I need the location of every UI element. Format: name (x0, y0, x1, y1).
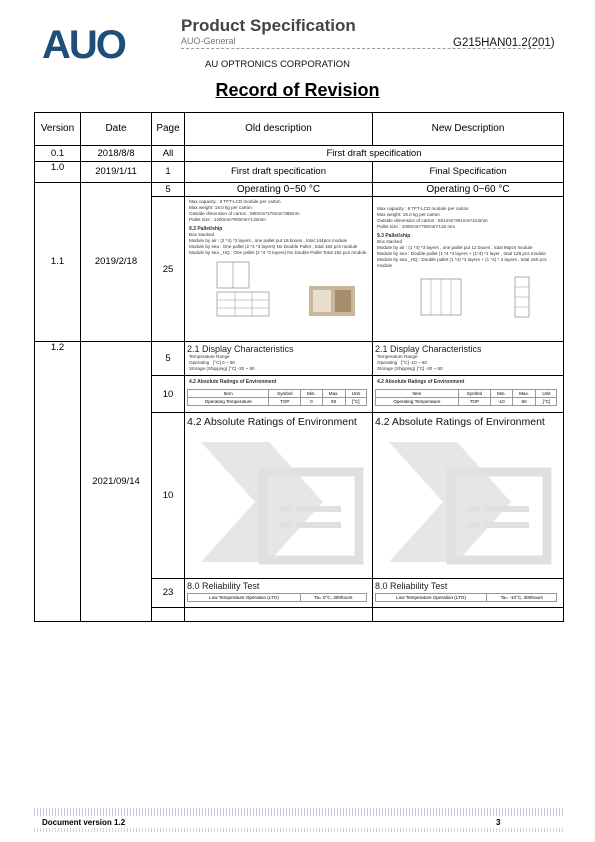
page-number: 3 (496, 818, 501, 827)
col-date: Date (81, 113, 152, 146)
new-packing-text: Max capacity : 8 TFT-LCD module per carton Max weight: 16.0 kg per carton Outside dimension of carton : 601mm*291mm*413mm Pallet size : 1000mm*780mm*132 mm 9.3 Pallet/ship Box stacked Module by air : (1 *4) *3 layers , one pallet put 12 boxes , total 96pcs module Module by sea : Double pallet (1 *4 *3 layers + (1*4) *1 layer , total 128 pcs module Module by sea _HQ : Double pallet (1 *4) *3 layers + (1 *4) * 2 layers , total 160 pcs module (377, 205, 547, 268)
old-display-char-snippet: 2.1 Display Characteristics Temperature Range Operating [°C] 0 ~ 50 Storage (Shipping) [°C] -20 ~ 60 (185, 342, 373, 376)
table-row: 0.1 2018/8/8 All First draft specification (35, 145, 564, 161)
page-title: Record of Revision (215, 80, 380, 100)
old-reliability-snippet: 8.0 Reliability Test Low Temperature Operation (LTO) Ta= 0°C, 300hours (185, 578, 373, 607)
document-version: Document version 1.2 (42, 818, 126, 827)
new-pallet-drawing (373, 271, 563, 328)
table-row: 10 4.2 Absolute Ratings of Environment Item Symbol Min. Max. Unit Operating Temperature TOP 0 50 [°C] 4.2 Absolute Ratings of Environment Item Symbol Min. Max. Unit Operating Temperature TOP -10 60 [°C] (35, 376, 564, 413)
new-abs-ratings-table: Item Symbol Min. Max. Unit Operating Temperature TOP -10 60 [°C] (375, 389, 557, 406)
revision-table (34, 112, 564, 622)
footer-pattern (34, 808, 563, 816)
company-name: AU OPTRONICS CORPORATION (205, 59, 350, 70)
footer-pattern (34, 828, 563, 832)
new-abs-ratings-snippet: 4.2 Absolute Ratings of Environment Item Symbol Min. Max. Unit Operating Temperature TOP -10 60 [°C] (373, 376, 564, 413)
old-packing-text: Max capacity : 8 TFT-LCD module per carton Max weight: 18.0 kg per carton Outside dimension of carton : 580mm*275mm*385mm Pallet size : 1200mm*800mm*132mm 9.3 Pallet/ship Box stacked Module by air : (2 *4) *3 layers , one pallet put 18 boxes , total 144pcs module Module by sea : One pallet (2 *4 *3 layers) No Double Pallet , total 192 pcs module Module by sea _HQ : One pallet (2 *4 *3 layers) No Double Pallet Total 192 pcs module (189, 198, 367, 255)
new-packing-snippet (373, 196, 564, 341)
doc-title: Product Specification (181, 16, 356, 35)
old-abs-env-image: 4.2 Absolute Ratings of Environment (185, 413, 373, 579)
new-reliability-snippet: 8.0 Reliability Test Low Temperature Operation (LTO) Ta= -10°C, 300hours (373, 578, 564, 607)
table-row: 25 Max capacity : 8 TFT-LCD module per carton Max weight: 18.0 kg per carton Outside dimension of carton : 580mm*275mm*385mm Pallet size : 1200mm*800mm*132mm 9.3 Pallet/ship Box stacked Module by air : (2 *4) *3 layers , one pallet put 18 boxes , total 144pcs module Module by sea : One pallet (2 *4 *3 layers) No Double Pallet , total 192 pcs module Module by sea _HQ : One pallet (2 *4 *3 layers) No Double Pallet Total 192 pcs module Max capacity : 8 TFT-LCD module per carton Max weight: 16.0 kg per carton Outside dimension of carton : 601mm*291mm*413mm Pallet size : 1000mm*780mm*132 mm 9.3 Pallet/ship Box stacked Module by air : (1 *4) *3 layers , one pallet put 12 boxes , total 96pcs module Module by sea : Double pallet (1 *4 *3 layers + (1*4) *1 layer , total 128 pcs module Module by sea _HQ : Double pallet (1 *4) *3 layers + (1 *4) * 2 layers , total 160 pcs module (35, 196, 564, 341)
old-abs-ratings-table: Item Symbol Min. Max. Unit Operating Temperature TOP 0 50 [°C] (187, 389, 367, 406)
new-abs-env-image: 4.2 Absolute Ratings of Environment (373, 413, 564, 579)
pallet-drawing-icon (403, 275, 553, 325)
col-new: New Description (373, 113, 564, 146)
old-packing-snippet (185, 196, 373, 341)
pallet-drawing-icon (213, 260, 363, 320)
new-reliability-table: Low Temperature Operation (LTO) Ta= -10°C, 300hours (375, 593, 557, 602)
table-header-row (35, 113, 564, 146)
auo-logo (42, 24, 136, 64)
old-reliability-table: Low Temperature Operation (LTO) Ta= 0°C, 300hours (187, 593, 367, 602)
table-row: 23 8.0 Reliability Test Low Temperature Operation (LTO) Ta= 0°C, 300hours 8.0 Reliability Test Low Temperature Operation (LTO) Ta= -10°C, 300hours (35, 578, 564, 607)
col-page: Page (152, 113, 185, 146)
classification-label: AUO-General (181, 36, 236, 46)
image-placeholder-icon (185, 428, 371, 568)
doc-id: G215HAN01.2(201) (453, 37, 555, 49)
old-abs-ratings-snippet: 4.2 Absolute Ratings of Environment Item Symbol Min. Max. Unit Operating Temperature TOP 0 50 [°C] (185, 376, 373, 413)
col-version: Version (35, 113, 81, 146)
old-pallet-images (185, 258, 372, 323)
table-row: 1.0 2019/1/11 1 First draft specification Final Specification (35, 162, 564, 182)
table-row: 10 4.2 Absolute Ratings of Environment 4.2 Absolute Ratings of Environment (35, 413, 564, 579)
table-row: 1.2 2021/09/14 5 2.1 Display Characteristics Temperature Range Operating [°C] 0 ~ 50 Storage (Shipping) [°C] -20 ~ 60 2.1 Display Characteristics Temperature Range Operating [°C] -10 ~ 60 Storage (Shipping) [°C] -20 ~ 60 (35, 342, 564, 376)
svg-text:AUO: AUO (42, 24, 125, 64)
new-display-char-snippet: 2.1 Display Characteristics Temperature Range Operating [°C] -10 ~ 60 Storage (Shipping) [°C] -20 ~ 60 (373, 342, 564, 376)
table-row: 1.1 2019/2/18 5 Operating 0~50 °C Operating 0~60 °C (35, 182, 564, 196)
image-placeholder-icon (373, 428, 561, 568)
col-old: Old description (185, 113, 373, 146)
